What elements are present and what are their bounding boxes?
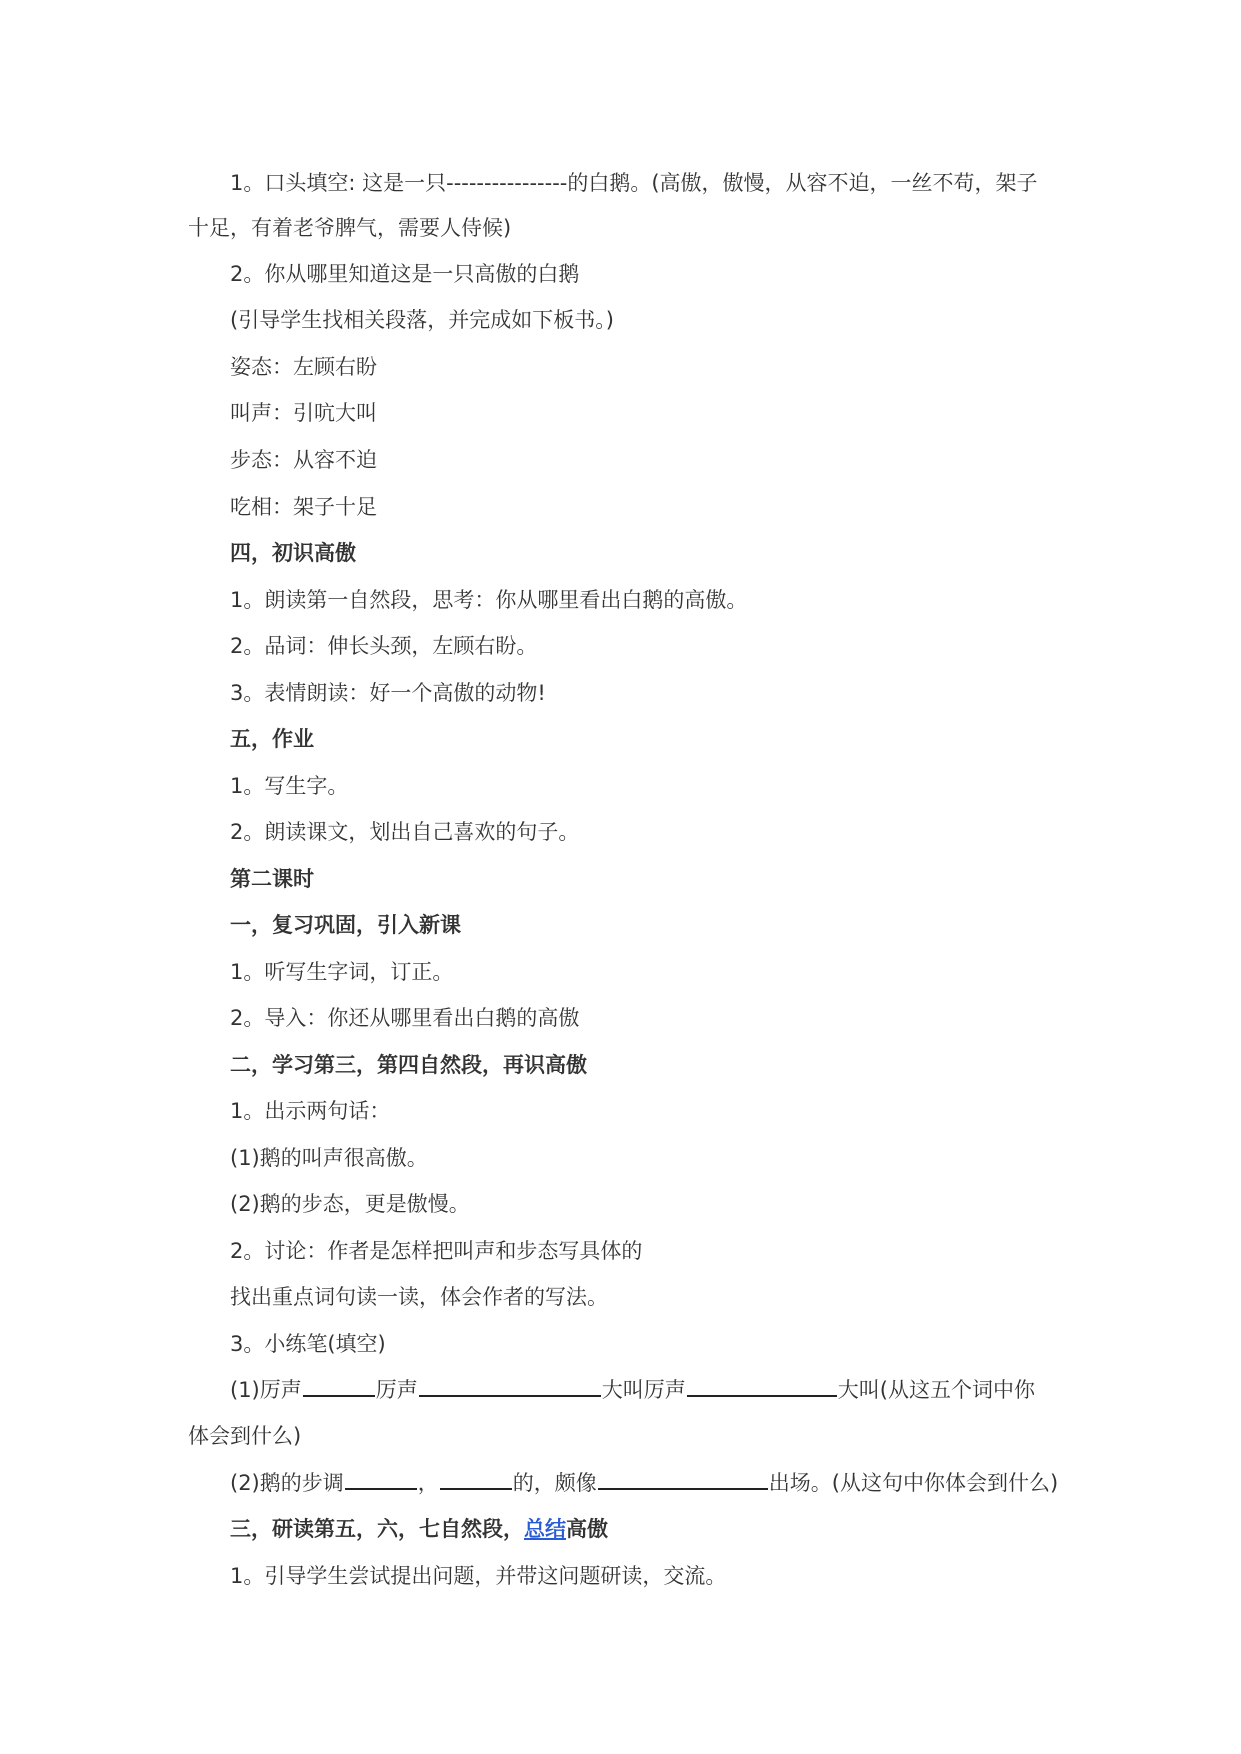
text-fragment: 大叫厉声: [601, 1378, 686, 1402]
heading-text: 三，研读第五，六，七自然段，: [230, 1517, 524, 1541]
text-line: 1。出示两句话：: [230, 1099, 391, 1123]
text-line: 2。朗读课文，划出自己喜欢的句子。: [230, 820, 580, 844]
blank-underline: [687, 1375, 837, 1397]
text-line: 3。小练笔(填空): [230, 1332, 386, 1356]
section-heading: [230, 1514, 608, 1544]
text-line: 十足，有着老爷脾气，需要人侍候): [188, 216, 512, 240]
text-line: (1)鹅的叫声很高傲。: [230, 1146, 428, 1170]
text-fragment: 的，颇像: [512, 1471, 597, 1495]
blank-underline: [303, 1375, 375, 1397]
fill-blank-line: [230, 1375, 1035, 1405]
text-line: 2。导入：你还从哪里看出白鹅的高傲: [230, 1006, 580, 1030]
text-line: 姿态：左顾右盼: [230, 355, 377, 379]
text-line: (引导学生找相关段落，并完成如下板书。): [230, 308, 614, 332]
summary-link[interactable]: 总结: [524, 1517, 566, 1541]
heading-text: 高傲: [566, 1517, 608, 1541]
text-fragment: 厉声: [375, 1378, 418, 1402]
text-line: 步态：从容不迫: [230, 448, 377, 472]
text-line: 2。你从哪里知道这是一只高傲的白鹅: [230, 262, 580, 286]
blank-underline: [419, 1375, 601, 1397]
text-line: 吃相：架子十足: [230, 495, 377, 519]
text-line: 1。口头填空: 这是一只----------------的白鹅。(高傲，傲慢，从容不迫，一丝不苟，架子: [230, 171, 1038, 195]
text-fragment: 出场。(从这句中你体会到什么): [768, 1471, 1059, 1495]
fill-blank-line: [230, 1468, 1058, 1498]
text-line: 体会到什么): [188, 1424, 302, 1448]
blank-underline: [598, 1468, 768, 1490]
lesson-heading: 第二课时: [230, 867, 314, 891]
text-line: 2。讨论：作者是怎样把叫声和步态写具体的: [230, 1239, 643, 1263]
text-line: 1。听写生字词，订正。: [230, 960, 454, 984]
text-line: 叫声：引吭大叫: [230, 401, 377, 425]
text-line: 3。表情朗读：好一个高傲的动物!: [230, 681, 546, 705]
blank-underline: [345, 1468, 417, 1490]
text-line: 1。写生字。: [230, 774, 349, 798]
text-line: 1。朗读第一自然段，思考：你从哪里看出白鹅的高傲。: [230, 588, 748, 612]
text-line: (2)鹅的步态，更是傲慢。: [230, 1192, 470, 1216]
text-fragment: ，: [417, 1471, 439, 1495]
text-fragment: (2)鹅的步调: [230, 1471, 344, 1495]
text-line: 1。引导学生尝试提出问题，并带这问题研读，交流。: [230, 1564, 727, 1588]
text-fragment: 大叫(从这五个词中你: [837, 1378, 1035, 1402]
text-line: 2。品词：伸长头颈，左顾右盼。: [230, 634, 538, 658]
text-line: 找出重点词句读一读，体会作者的写法。: [230, 1285, 608, 1309]
section-heading: 五，作业: [230, 727, 314, 751]
section-heading: 一，复习巩固，引入新课: [230, 913, 461, 937]
section-heading: 二，学习第三，第四自然段，再识高傲: [230, 1053, 587, 1077]
section-heading: 四，初识高傲: [230, 541, 356, 565]
text-fragment: (1)厉声: [230, 1378, 302, 1402]
blank-underline: [440, 1468, 512, 1490]
